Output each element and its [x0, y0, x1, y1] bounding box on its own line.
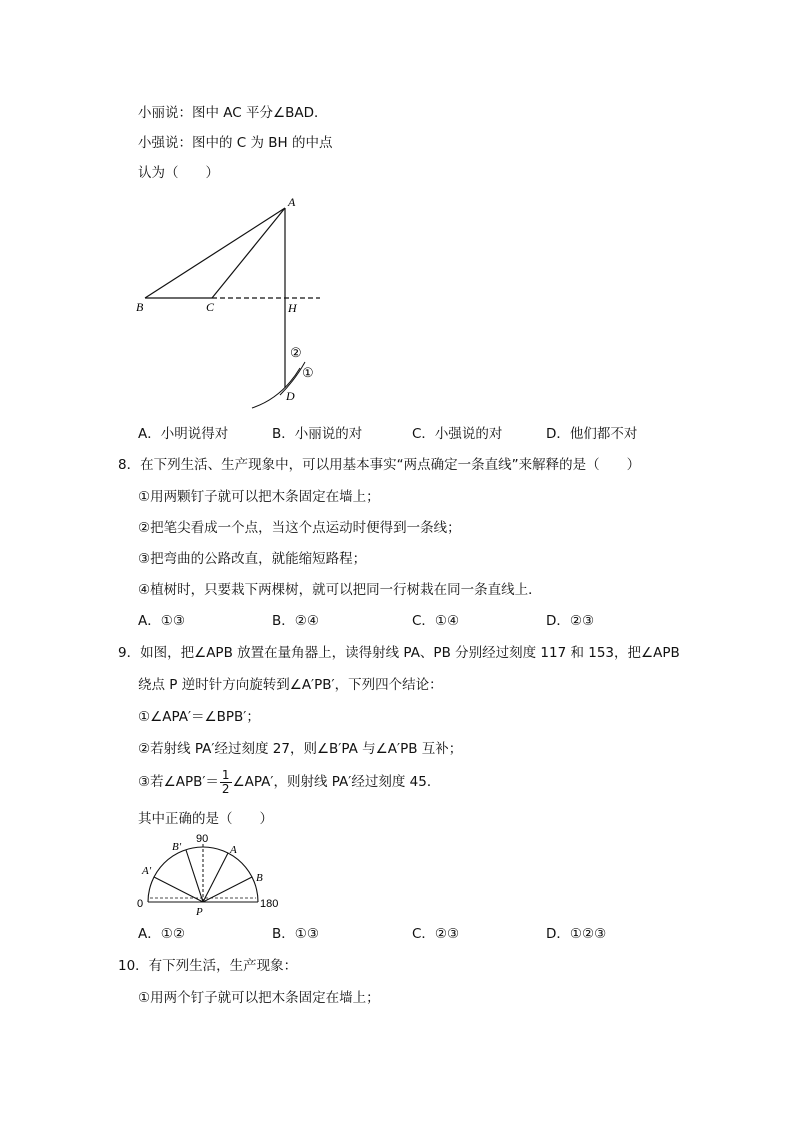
label-arc-2: ②	[290, 345, 302, 360]
figure-triangle-construction	[130, 190, 330, 415]
q9-item-3-pre: ③若∠APB′＝	[138, 774, 219, 790]
fraction-denominator: 2	[221, 781, 230, 796]
label-b-prime: B′	[172, 841, 182, 853]
q9-item-3-post: ∠APA′，则射线 PA′经过刻度 45．	[232, 774, 441, 790]
q8-item-3: ③把弯曲的公路改直，就能缩短路程；	[138, 551, 367, 567]
q8-item-4: ④植树时，只要栽下两棵树，就可以把同一行树栽在同一条直线上．	[138, 582, 542, 598]
q8-item-2: ②把笔尖看成一个点，当这个点运动时便得到一条线；	[138, 520, 461, 536]
q8-stem: 8．在下列生活、生产现象中，可以用基本事实“两点确定一条直线”来解释的是（ ）	[118, 457, 641, 473]
q8-option-a: A．①③	[138, 613, 185, 629]
label-a: A	[288, 195, 296, 209]
figure-protractor	[132, 832, 292, 920]
q8-option-c: C．①④	[412, 613, 460, 629]
q7-option-b: B．小丽说的对	[272, 426, 363, 442]
label-a: A	[230, 844, 237, 856]
ray-pa	[203, 853, 228, 902]
q8-option-d: D．②③	[546, 613, 595, 629]
q8-option-b: B．②④	[272, 613, 319, 629]
label-arc-1: ①	[302, 365, 314, 380]
label-p: P	[196, 906, 203, 918]
statement-xiaoli: 小丽说：图中 AC 平分∠BAD．	[138, 105, 328, 121]
q7-option-d: D．他们都不对	[546, 426, 638, 442]
label-b: B	[256, 872, 263, 884]
q9-item-3	[138, 768, 440, 796]
segment-ab	[145, 208, 285, 298]
label-a-prime: A′	[142, 865, 152, 877]
q8-item-1: ①用两颗钉子就可以把木条固定在墙上；	[138, 489, 380, 505]
fraction-numerator: 1	[221, 767, 230, 782]
q9-stem-line-2: 绕点 P 逆时针方向旋转到∠A′PB′，下列四个结论：	[138, 677, 443, 693]
q10-stem: 10．有下列生活，生产现象：	[118, 958, 298, 974]
label-180: 180	[260, 898, 279, 910]
q9-option-c: C．②③	[412, 926, 460, 942]
q9-item-1: ①∠APA′＝∠BPB′；	[138, 709, 260, 725]
fraction-one-half	[220, 769, 232, 796]
q7-option-a: A．小明说得对	[138, 426, 229, 442]
q7-option-c: C．小强说的对	[412, 426, 503, 442]
label-h: H	[288, 301, 297, 315]
q9-option-a: A．①②	[138, 926, 185, 942]
label-90: 90	[196, 833, 209, 845]
label-d: D	[286, 389, 295, 403]
q9-item-2: ②若射线 PA′经过刻度 27，则∠B′PA 与∠A′PB 互补；	[138, 741, 463, 757]
q9-option-d: D．①②③	[546, 926, 607, 942]
q9-ask: 其中正确的是（ ）	[138, 811, 273, 827]
label-0: 0	[137, 898, 144, 910]
q9-stem-line-1: 9．如图，把∠APB 放置在量角器上，读得射线 PA、PB 分别经过刻度 117 和 153，把∠APB	[118, 645, 680, 661]
statement-xiaoqiang: 小强说：图中的 C 为 BH 的中点	[138, 135, 333, 151]
q9-option-b: B．①③	[272, 926, 319, 942]
question-prompt: 认为（ ）	[138, 165, 219, 181]
label-b: B	[136, 300, 144, 314]
q10-item-1: ①用两个钉子就可以把木条固定在墙上；	[138, 990, 380, 1006]
segment-ac	[212, 208, 285, 298]
label-c: C	[206, 300, 215, 314]
